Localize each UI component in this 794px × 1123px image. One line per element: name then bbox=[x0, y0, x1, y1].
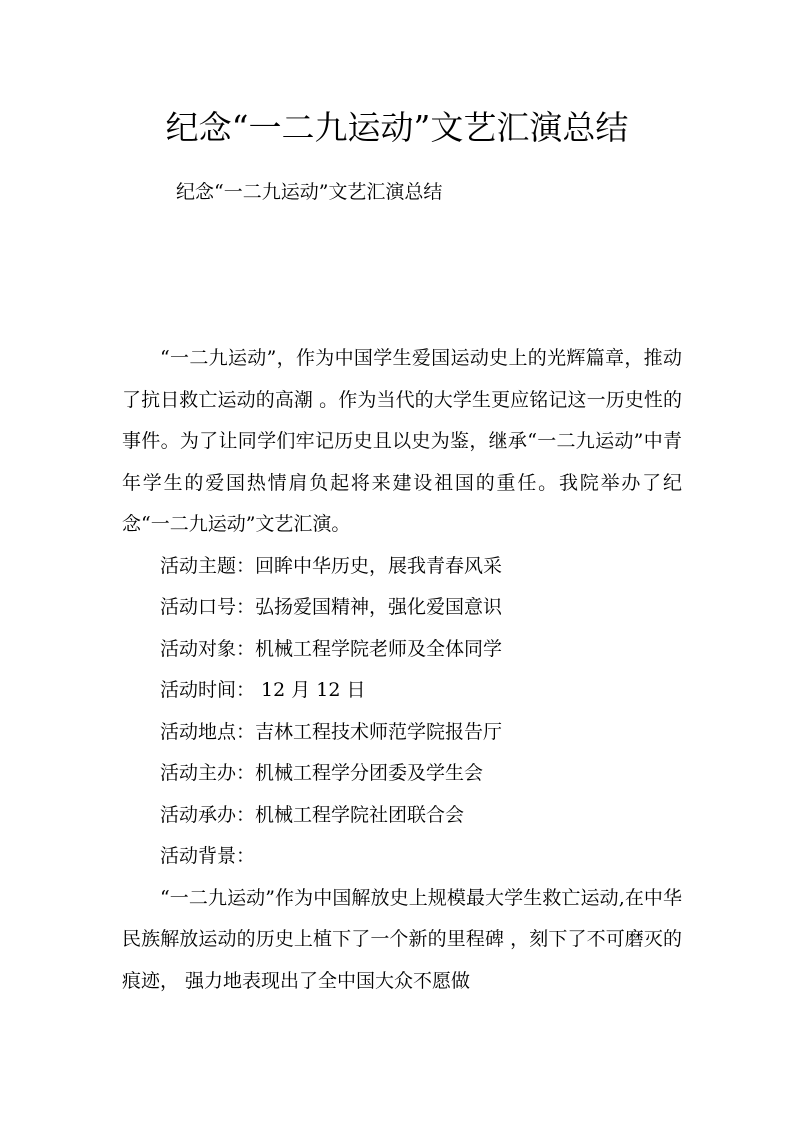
document-subtitle: 纪念“一二九运动”文艺汇演总结 bbox=[176, 181, 443, 203]
document-body bbox=[122, 338, 682, 1002]
item-location: 活动地点：吉林工程技术师范学院报告厅 bbox=[160, 720, 503, 743]
item-background-label: 活动背景： bbox=[160, 845, 256, 867]
item-audience: 活动对象：机械工程学院老师及全体同学 bbox=[160, 637, 503, 660]
item-organizer: 活动主办：机械工程学分团委及学生会 bbox=[160, 762, 484, 784]
background-paragraph: “一二九运动”作为中国解放史上规模最大学生救亡运动,在中华民族解放运动的历史上植下了一个新的里程碑 ，刻下了不可磨灭的痕迹， 强力地表现出了全中国大众不愿做 bbox=[122, 886, 682, 992]
item-slogan: 活动口号：弘扬爱国精神，强化爱国意识 bbox=[160, 596, 503, 618]
item-theme: 活动主题：回眸中华历史，展我青春风采 bbox=[160, 554, 503, 577]
document-title: 纪念“一二九运动”文艺汇演总结 bbox=[165, 108, 629, 147]
item-time: 活动时间： 12 月 12 日 bbox=[160, 679, 366, 701]
intro-paragraph: “一二九运动”，作为中国学生爱国运动史上的光辉篇章，推动了抗日救亡运动的高潮 。作为当代的大学生更应铭记这一历史性的事件。为了让同学们牢记历史且以史为鉴，继承“一二九运动”中青年学生的爱国热情肩负起将来建设祖国的重任。我院举办了纪念“一二九运动”文艺汇演。 bbox=[122, 347, 682, 535]
item-host: 活动承办：机械工程学院社团联合会 bbox=[160, 803, 465, 826]
